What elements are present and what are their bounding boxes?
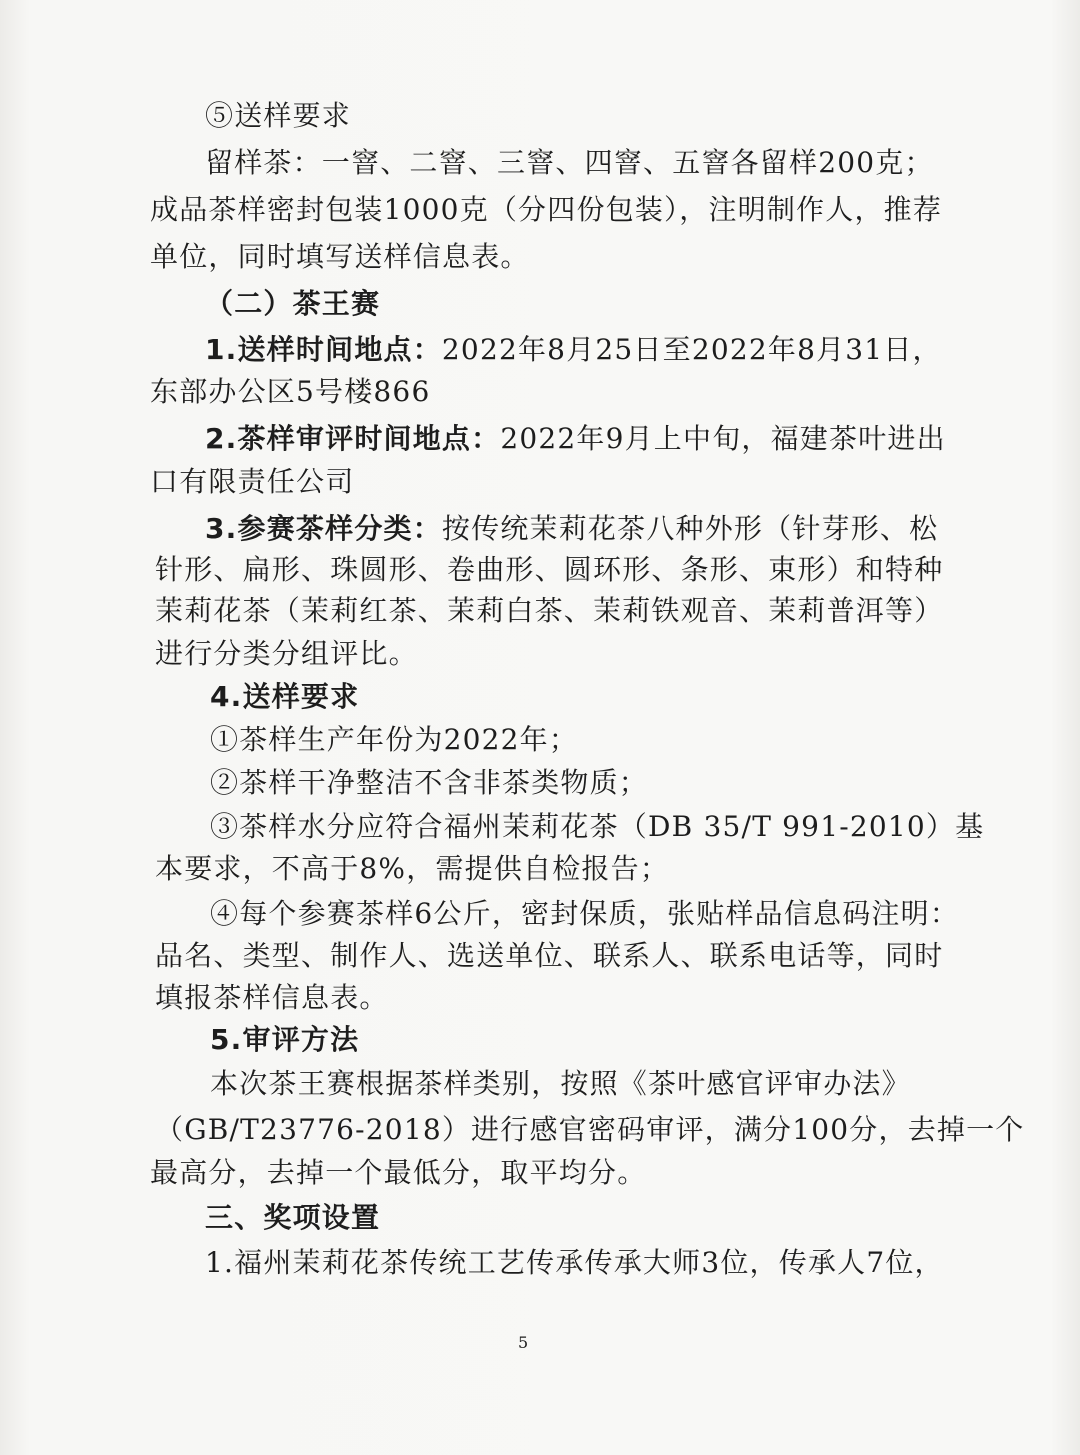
text-line: 单位，同时填写送样信息表。 [150,240,530,273]
section-heading: （二）茶王赛 [205,287,381,320]
text-line: 品名、类型、制作人、选送单位、联系人、联系电话等，同时 [155,939,944,972]
item-text: 2022年8月25日至2022年8月31日， [441,333,942,366]
item-text: 按传统茉莉花茶八种外形（针芽形、松 [441,512,939,545]
text-line: ①茶样生产年份为2022年； [210,723,579,756]
section-heading: 三、奖项设置 [205,1201,381,1234]
item-label: 2.茶样审评时间地点： [205,422,501,455]
text-line: 东部办公区5号楼866 [150,375,431,408]
text-line: 进行分类分组评比。 [155,637,418,670]
text-line: 茉莉花茶（茉莉红茶、茉莉白茶、茉莉铁观音、茉莉普洱等） [155,594,944,627]
text-line: 口有限责任公司 [150,465,355,498]
item-heading: 4.送样要求 [210,680,360,713]
text-line [205,511,938,547]
item-text: 2022年9月上中旬，福建茶叶进出 [500,422,946,455]
text-line: 最高分，去掉一个最低分，取平均分。 [150,1156,647,1189]
text-line: ③茶样水分应符合福州茉莉花茶（DB 35/T 991-2010）基 [210,810,985,843]
text-line: 本要求，不高于8%，需提供自检报告； [155,852,670,885]
text-line [205,332,942,368]
text-line: ②茶样干净整洁不含非茶类物质； [210,766,649,799]
text-line: 1.福州茉莉花茶传统工艺传承传承大师3位，传承人7位， [205,1246,944,1279]
item-label: 3.参赛茶样分类： [205,512,442,545]
text-line: ④每个参赛茶样6公斤，密封保质，张贴样品信息码注明： [210,897,960,930]
item-label: 1.送样时间地点： [205,333,442,366]
page-number: 5 [518,1333,529,1352]
text-line: ⑤送样要求 [205,99,352,132]
text-line: 针形、扁形、珠圆形、卷曲形、圆环形、条形、束形）和特种 [155,553,944,586]
text-line: 留样茶：一窨、二窨、三窨、四窨、五窨各留样200克； [205,146,934,179]
item-heading: 5.审评方法 [210,1023,360,1056]
text-line: （GB/T23776-2018）进行感官密码审评，满分100分，去掉一个 [155,1113,1025,1146]
text-line: 本次茶王赛根据茶样类别，按照《茶叶感官评审办法》 [210,1067,911,1100]
text-line: 成品茶样密封包装1000克（分四份包装），注明制作人，推荐 [150,193,943,226]
text-line: 填报茶样信息表。 [155,981,389,1014]
text-line [205,421,946,457]
